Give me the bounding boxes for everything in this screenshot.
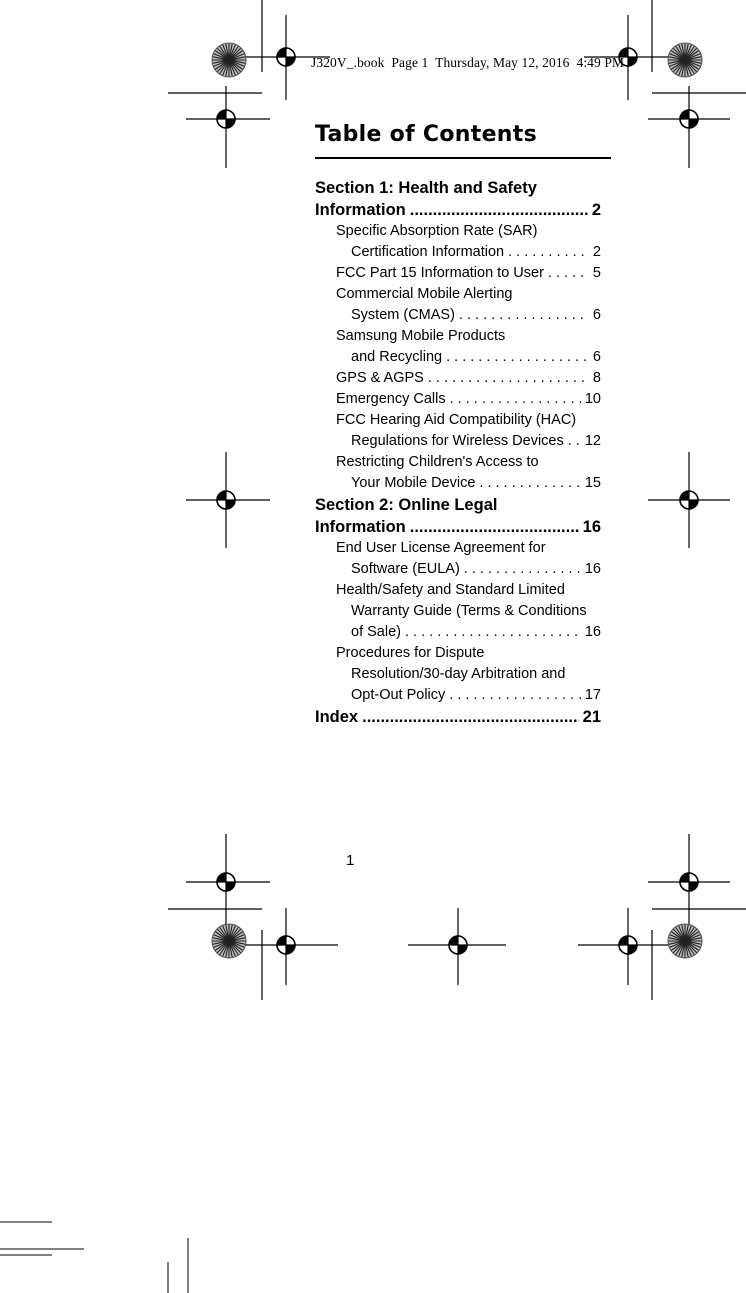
section-1-heading-line1: Section 1: Health and Safety xyxy=(315,179,537,197)
dot-leader xyxy=(450,389,581,410)
entry-page: 10 xyxy=(584,391,601,407)
dot-leader xyxy=(405,622,581,643)
entry-line: Procedures for Dispute xyxy=(336,645,485,661)
entry-line: GPS & AGPS xyxy=(336,370,424,386)
dot-leader xyxy=(410,516,579,538)
section-1-heading-line2: Information xyxy=(315,201,406,219)
entry-page: 5 xyxy=(592,265,601,281)
toc-entry-dispute-resolution[interactable] xyxy=(315,643,601,706)
entry-page: 16 xyxy=(584,624,601,640)
table-of-contents xyxy=(315,177,601,728)
dot-leader xyxy=(479,473,580,494)
entry-line: Warranty Guide (Terms & Conditions xyxy=(351,603,587,619)
dot-leader xyxy=(568,431,581,452)
section-1-page: 2 xyxy=(591,201,601,219)
page-title: Table of Contents xyxy=(315,122,537,147)
entry-page: 12 xyxy=(584,433,601,449)
entry-line: Your Mobile Device xyxy=(351,475,476,491)
dot-leader xyxy=(410,199,588,221)
entry-page: 6 xyxy=(592,307,601,323)
entry-line: FCC Part 15 Information to User xyxy=(336,265,544,281)
entry-line: Commercial Mobile Alerting xyxy=(336,286,513,302)
dot-leader xyxy=(362,706,579,728)
toc-entry-eula[interactable] xyxy=(315,538,601,580)
toc-entry-sar[interactable] xyxy=(315,221,601,263)
entry-page: 2 xyxy=(592,244,601,260)
entry-line: Opt-Out Policy xyxy=(351,687,446,703)
section-2-heading-line1: Section 2: Online Legal xyxy=(315,496,498,514)
page-number: 1 xyxy=(346,852,355,869)
toc-index[interactable] xyxy=(315,706,601,728)
entry-line: System (CMAS) xyxy=(351,307,455,323)
dot-leader xyxy=(548,263,589,284)
toc-entry-cmas[interactable] xyxy=(315,284,601,326)
toc-entry-hac[interactable] xyxy=(315,410,601,452)
dot-leader xyxy=(428,368,589,389)
entry-page: 15 xyxy=(584,475,601,491)
entry-page: 17 xyxy=(584,687,601,703)
title-rule xyxy=(315,157,611,159)
book-header-line: J320V_.book Page 1 Thursday, May 12, 2016 4:49 PM xyxy=(311,55,625,70)
toc-entry-recycling[interactable] xyxy=(315,326,601,368)
toc-entry-gps[interactable] xyxy=(315,368,601,389)
dot-leader xyxy=(464,559,581,580)
entry-line: Certification Information xyxy=(351,244,505,260)
dot-leader xyxy=(449,685,581,706)
dot-leader xyxy=(508,242,589,263)
toc-section-1[interactable] xyxy=(315,177,601,221)
index-page: 21 xyxy=(582,708,601,726)
entry-line: Resolution/30-day Arbitration and xyxy=(351,666,566,682)
entry-line: End User License Agreement for xyxy=(336,540,546,556)
section-2-page: 16 xyxy=(582,518,601,536)
dot-leader xyxy=(459,305,589,326)
entry-line: of Sale) xyxy=(351,624,401,640)
entry-line: Restricting Children's Access to xyxy=(336,454,539,470)
entry-line: and Recycling xyxy=(351,349,443,365)
toc-entry-emergency-calls[interactable] xyxy=(315,389,601,410)
entry-page: 16 xyxy=(584,561,601,577)
entry-line: Specific Absorption Rate (SAR) xyxy=(336,223,538,239)
toc-entry-warranty-guide[interactable] xyxy=(315,580,601,643)
entry-line: Software (EULA) xyxy=(351,561,460,577)
entry-line: Health/Safety and Standard Limited xyxy=(336,582,565,598)
entry-page: 6 xyxy=(592,349,601,365)
entry-line: Regulations for Wireless Devices xyxy=(351,433,564,449)
entry-line: Emergency Calls xyxy=(336,391,446,407)
toc-section-2[interactable] xyxy=(315,494,601,538)
toc-entry-fcc-part-15[interactable] xyxy=(315,263,601,284)
entry-line: Samsung Mobile Products xyxy=(336,328,506,344)
index-label: Index xyxy=(315,708,359,726)
entry-page: 8 xyxy=(592,370,601,386)
toc-entry-childrens-access[interactable] xyxy=(315,452,601,494)
entry-line: FCC Hearing Aid Compatibility (HAC) xyxy=(336,412,577,428)
dot-leader xyxy=(446,347,589,368)
section-2-heading-line2: Information xyxy=(315,518,406,536)
